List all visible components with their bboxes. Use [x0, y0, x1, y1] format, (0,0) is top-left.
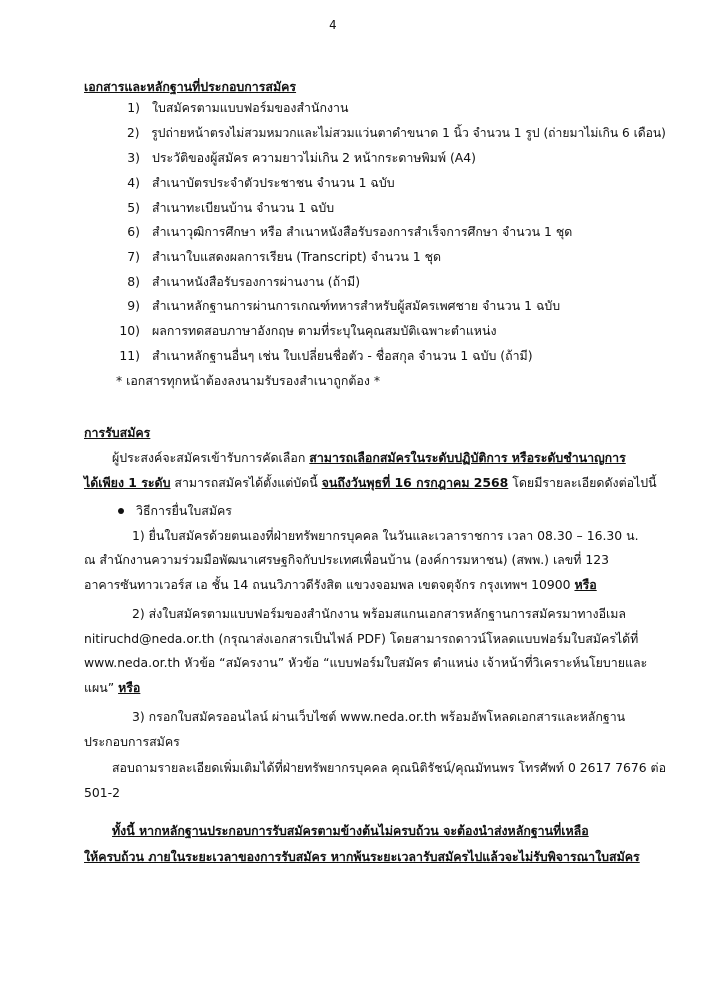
page-number: 4 — [329, 17, 337, 32]
method-2-line4: แผน” หรือ — [84, 680, 141, 695]
footer-note-line1: ทั้งนี้ หากหลักฐานประกอบการรับสมัครตามข้างต้นไม่ครบถ้วน จะต้องนำส่งหลักฐานที่เหลือ — [112, 823, 589, 838]
list-item: 3) ประวัติของผู้สมัคร ความยาวไม่เกิน 2 หน้ากระดาษพิมพ์ (A4) — [127, 150, 476, 165]
list-item: 5) สำเนาทะเบียนบ้าน จำนวน 1 ฉบับ — [127, 200, 335, 215]
list-item: 4) สำเนาบัตรประจำตัวประชาชน จำนวน 1 ฉบับ — [127, 175, 395, 190]
contact-line1: สอบถามรายละเอียดเพิ่มเติมได้ที่ฝ่ายทรัพยากรบุคคล คุณนิติรัชน์/คุณมัทนพร โทรศัพท์ 0 2617 7676 ต่อ — [112, 760, 667, 775]
application-heading: การรับสมัคร — [84, 425, 151, 440]
documents-note: * เอกสารทุกหน้าต้องลงนามรับรองสำเนาถูกต้อง * — [116, 373, 381, 388]
application-intro-line1: ผู้ประสงค์จะสมัครเข้ารับการคัดเลือก สามารถเลือกสมัครในระดับปฏิบัติการ หรือระดับชำนาญการ — [112, 450, 626, 465]
application-intro-line2: ได้เพียง 1 ระดับ สามารถสมัครได้ตั้งแต่บัดนี้ จนถึงวันพุธที่ 16 กรกฎาคม 2568 โดยมีรายละเอียดดังต่อไปนี้ — [84, 475, 657, 490]
list-item: 2) รูปถ่ายหน้าตรงไม่สวมหมวกและไม่สวมแว่นตาดำขนาด 1 นิ้ว จำนวน 1 รูป (ถ่ายมาไม่เกิน 6 เดือน) — [127, 125, 666, 140]
footer-note-line2: ให้ครบถ้วน ภายในระยะเวลาของการรับสมัคร หากพ้นระยะเวลารับสมัครไปแล้วจะไม่รับพิจารณาใบสมัคร — [84, 849, 640, 864]
method-1-line1: 1) ยื่นใบสมัครด้วยตนเองที่ฝ่ายทรัพยากรบุคคล ในวันและเวลาราชการ เวลา 08.30 – 16.30 น. — [132, 528, 639, 543]
list-item: 1) ใบสมัครตามแบบฟอร์มของสำนักงาน — [127, 100, 349, 115]
documents-heading: เอกสารและหลักฐานที่ประกอบการสมัคร — [84, 79, 297, 94]
method-2-line1: 2) ส่งใบสมัครตามแบบฟอร์มของสำนักงาน พร้อมสแกนเอกสารหลักฐานการสมัครมาทางอีเมล — [132, 606, 627, 621]
list-item: 8) สำเนาหนังสือรับรองการผ่านงาน (ถ้ามี) — [127, 274, 361, 289]
method-3-line2: ประกอบการสมัคร — [84, 734, 180, 749]
method-2-line2: nitiruchd@neda.or.th (กรุณาส่งเอกสารเป็นไฟล์ PDF) โดยสามารถดาวน์โหลดแบบฟอร์มใบสมัครได้ที่ — [84, 631, 639, 646]
method-1-line2: ณ สำนักงานความร่วมมือพัฒนาเศรษฐกิจกับประเทศเพื่อนบ้าน (องค์การมหาชน) (สพพ.) เลขที่ 123 — [84, 552, 610, 567]
methods-bullet: วิธีการยื่นใบสมัคร — [118, 504, 232, 519]
method-1-line3: อาคารซันทาวเวอร์ส เอ ชั้น 14 ถนนวิภาวดีรังสิต แขวงจอมพล เขตจตุจักร กรุงเทพฯ 10900 หรือ — [84, 577, 597, 592]
contact-line2: 501-2 — [84, 785, 121, 800]
list-item: 10) ผลการทดสอบภาษาอังกฤษ ตามที่ระบุในคุณสมบัติเฉพาะตำแหน่ง — [119, 323, 497, 338]
method-2-line3: www.neda.or.th หัวข้อ “สมัครงาน” หัวข้อ “แบบฟอร์มใบสมัคร ตำแหน่ง เจ้าหน้าที่วิเคราะห์นโยบายและ — [84, 655, 648, 670]
list-item: 6) สำเนาวุฒิการศึกษา หรือ สำเนาหนังสือรับรองการสำเร็จการศึกษา จำนวน 1 ชุด — [127, 224, 573, 239]
bullet-icon — [118, 508, 124, 514]
list-item: 7) สำเนาใบแสดงผลการเรียน (Transcript) จำนวน 1 ชุด — [127, 249, 442, 264]
method-3-line1: 3) กรอกใบสมัครออนไลน์ ผ่านเว็บไซต์ www.neda.or.th พร้อมอัพโหลดเอกสารและหลักฐาน — [132, 709, 626, 724]
list-item: 9) สำเนาหลักฐานการผ่านการเกณฑ์ทหารสำหรับผู้สมัครเพศชาย จำนวน 1 ฉบับ — [127, 298, 561, 313]
list-item: 11) สำเนาหลักฐานอื่นๆ เช่น ใบเปลี่ยนชื่อตัว - ชื่อสกุล จำนวน 1 ฉบับ (ถ้ามี) — [119, 348, 533, 363]
